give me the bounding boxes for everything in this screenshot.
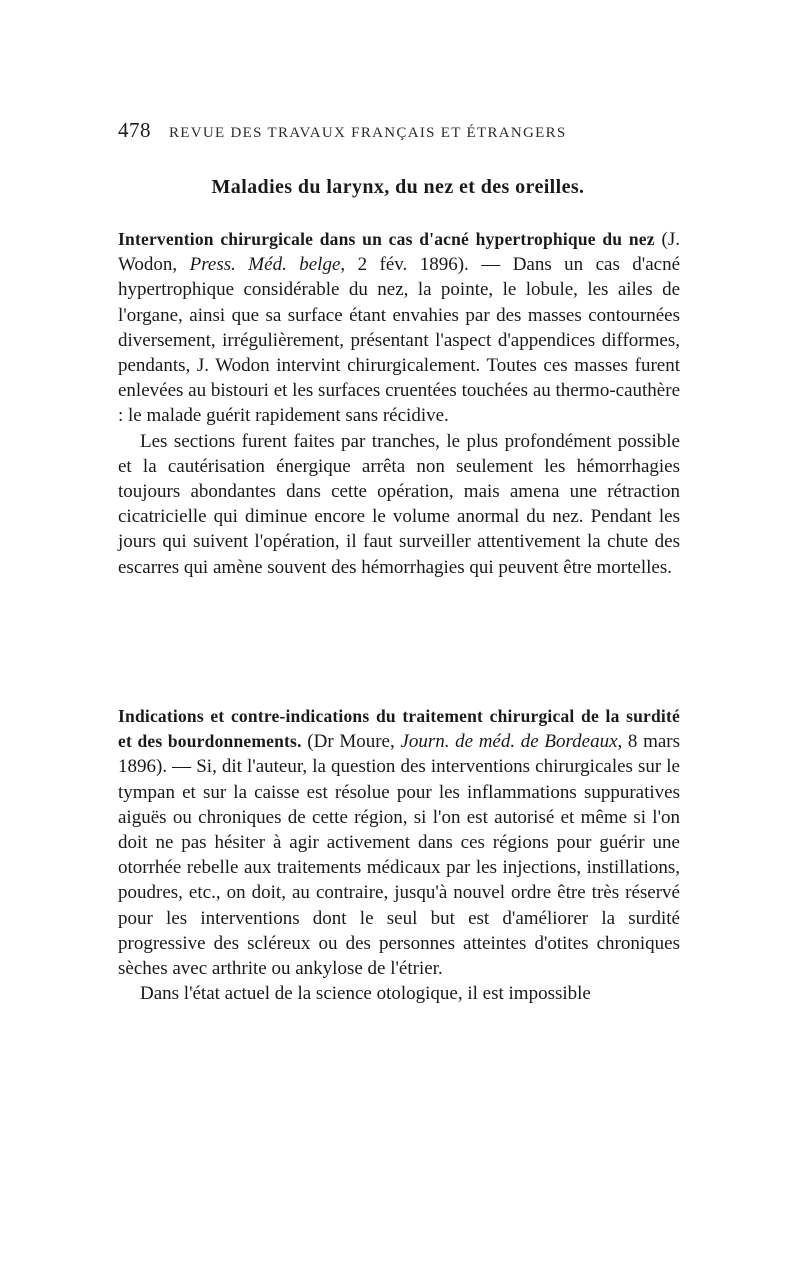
- page-header: [118, 118, 678, 143]
- article-reference-date: , 2 fév. 1896). —: [340, 254, 513, 276]
- article-paragraph: Dans l'état actuel de la science otologique, il est impossible: [140, 983, 591, 1005]
- article-deafness-treatment: [118, 704, 680, 1006]
- section-title: Maladies du larynx, du nez et des oreilles.: [211, 176, 585, 198]
- article-paragraph: [118, 227, 680, 429]
- page-number: 478: [118, 118, 151, 142]
- article-paragraph: [118, 704, 680, 981]
- article-reference: (J. Wodon,: [118, 229, 680, 276]
- article-title: Intervention chirurgicale dans un cas d'acné hypertrophique du nez: [118, 229, 655, 249]
- article-acne-intervention: [118, 227, 680, 580]
- article-reference: (Dr Moure,: [301, 731, 401, 753]
- journal-name: Journ. de méd. de Bordeaux: [400, 731, 618, 753]
- running-title: REVUE DES TRAVAUX FRANÇAIS ET ÉTRANGERS: [169, 125, 567, 141]
- paragraph-text: Si, dit l'auteur, la question des interventions chirurgicales sur le tympan et sur la caisse est résolue pour les inflammations suppuratives aiguës ou chroniques de cette région, si l'on est autorisé et même si l'on doit ne pas hésiter à agir activement dans ces régions pour guérir une otorrhée rebelle aux traitements médicaux par les injections, instillations, poudres, etc., on doit, au contraire, jusqu'à nouvel ordre être très réservé pour les interventions dont le seul but est d'améliorer la surdité progressive des scléreux ou des personnes atteintes d'otites chroniques sèches avec arthrite ou ankylose de l'étrier.: [118, 756, 680, 980]
- article-title: Indications et contre-indications du traitement chirurgical de la surdité et des bourdonnements.: [118, 706, 680, 752]
- article-reference-date: , 8 mars 1896). —: [118, 731, 680, 778]
- paragraph-text: Dans un cas d'acné hypertrophique considérable du nez, la pointe, le lobule, les ailes de l'organe, ainsi que sa surface étant envahies par des masses contournées diversement, irrégulièrement, présentant l'aspect d'appendices difformes, pendants, J. Wodon intervint chirurgicalement. Toutes ces masses furent enlevées au bistouri et les surfaces cruentées touchées au thermo-cauthère : le malade guérit rapidement sans récidive.: [118, 254, 681, 427]
- article-paragraph: Les sections furent faites par tranches, le plus profondément possible et la cautérisation énergique arrêta non seulement les hémorrhagies toujours abondantes dans cette opération, mais amena une rétraction cicatricielle qui diminue encore le volume anormal du nez. Pendant les jours qui suivent l'opération, il faut surveiller attentivement la chute des escarres qui amène souvent des hémorrhagies qui peuvent être mortelles.: [118, 430, 680, 578]
- journal-name: Press. Méd. belge: [189, 254, 341, 276]
